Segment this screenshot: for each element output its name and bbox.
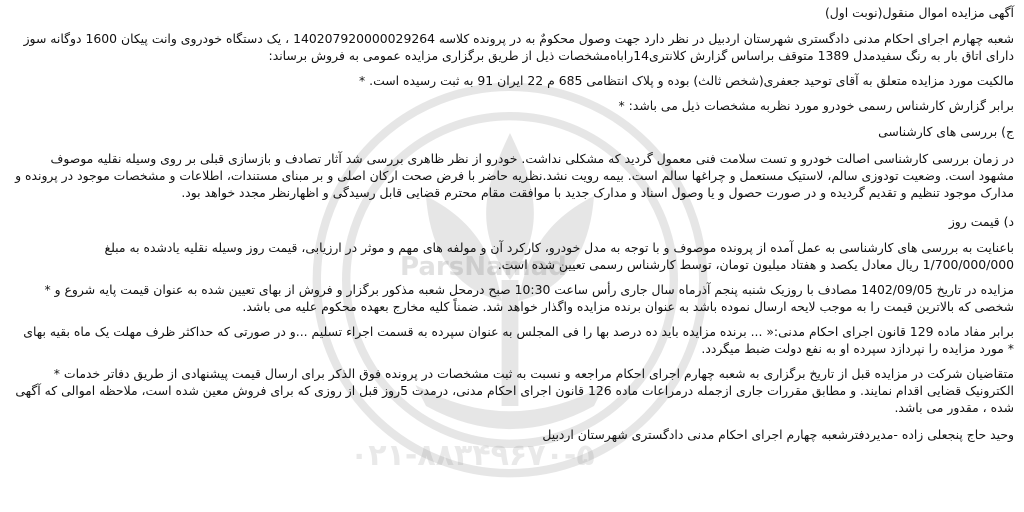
ownership-paragraph: مالکیت مورد مزایده متعلق به آقای توحید جعفری(شخص ثالث) بوده و پلاک انتظامی 685 م 22 ایران 91 به ثبت رسیده است. *	[359, 73, 1014, 88]
car-description-paragraph: شعبه چهارم اجرای احکام مدنی دادگستری شهرستان اردبیل در نظر دارد جهت وصول محکومٌ به در پرونده کلاسه 140207920000029264 ، یک دستگاه خودروی وانت پیکان 1600 دوگانه سوز دارای اتاق بار به رنگ سفیدمدل 1389 متوقف براساس گزارش کلانتری14راباەمشخصات ذیل از طریق برگزاری مزایده عمومی به فروش برساند:	[23, 31, 1014, 63]
price-paragraph: باعنایت به بررسی های کارشناسی به عمل آمده از پرونده موصوف و با توجه به مدل خودرو، کارکرد آن و مولفه های مهم و موثر در ارزیابی، قیمت روز وسیله نقلیه یادشده به مبلغ 1/700/000/000 ریال معادل یکصد و هفتاد میلیون تومان، توسط کارشناس رسمی تعیین شده است.	[104, 240, 1014, 272]
expert-review-heading: ج) بررسی های کارشناسی	[878, 124, 1014, 139]
brand-watermark: ParsNamad	[400, 252, 567, 282]
notice-body	[14, 4, 1014, 450]
expert-review-paragraph: در زمان بررسی کارشناسی اصالت خودرو و تست سلامت فنی معمول گردید که مشکلی نداشت. خودرو از نظر ظاهری بررسی شد آثار تصادف و بازسازی قبلی بر روی وسیله نقلیه موصوف مشهود است. وضعیت تودوزی سالم، لاستیک مستعمل و چراغها سالم است. بیمه رویت نشد.نظریه حاضر با فرض صحت ارکان اصلی و بر مبنای مستندات، اطلاعات و مشخصات موجود در پرونده و مدارک موجود تنظیم و تقدیم گردیده و در صورت حصول و یا وصول اسناد و مدارک جدید با موافقت مقام محترم قضایی قابل رسیدگی و اظهارنظر مجدد خواهد بود.	[15, 151, 1014, 200]
auction-date-paragraph: مزایده در تاریخ 1402/09/05 مصادف با روزیک شنبه پنجم آذرماه سال جاری رأس ساعت 10:30 صبح درمحل شعبه مذکور برگزار و فروش از بهای تعیین شده به عنوان قیمت پایه شروع و * شخصی که بالاترین قیمت را به موجب لایحه ارسال نموده باشد به عنوان برنده مزایده واگذار خواهد شد. ضمناً کلیه مخارج بعهده محکوم علیه می باشد.	[44, 282, 1014, 314]
notice-title: آگهی مزایده اموال منقول(نوبت اول)	[824, 5, 1014, 20]
applicants-paragraph: متقاضیان شرکت در مزایده قبل از تاریخ برگزاری به شعبه چهارم اجرای احکام مراجعه و نسبت به ثبت مشخصات در پرونده فوق الذکر برای ارسال قیمت پیشنهادی از طریق دفاتر خدمات * الکترونیک قضایی اقدام نمایند. و مطابق مقررات جاری ازجمله درمراعات ماده 126 قانون اجرای احکام مدنی، درمدت 5روز قبل از روزی که برای فروش معین شده است، ملاحظه اموالی که آگهی شده ، مقدور می باشد.	[15, 366, 1014, 415]
law-article-paragraph: برابر مفاد ماده 129 قانون اجرای احکام مدنی:« ... برنده مزایده باید ده درصد بها را فی المجلس به عنوان سپرده به قسمت اجراء تسلیم ...و در صورتی که حداکثر ظرف مهلت یک ماه بقیه بهای * مورد مزایده را نپردازد سپرده او به نفع دولت ضبط میگردد.	[23, 324, 1014, 356]
price-heading: د) قیمت روز	[948, 214, 1014, 229]
expert-report-intro: برابر گزارش کارشناس رسمی خودرو مورد نظربه مشخصات ذیل می باشد: *	[618, 98, 1014, 113]
phone-watermark: ۰۲۱-۸۸۳۴۹۶۷۰-۵	[350, 438, 595, 473]
signature-line: وحید حاج پنجعلی زاده -مدیردفترشعبه چهارم اجرای احکام مدنی دادگستری شهرستان اردبیل	[542, 427, 1014, 442]
